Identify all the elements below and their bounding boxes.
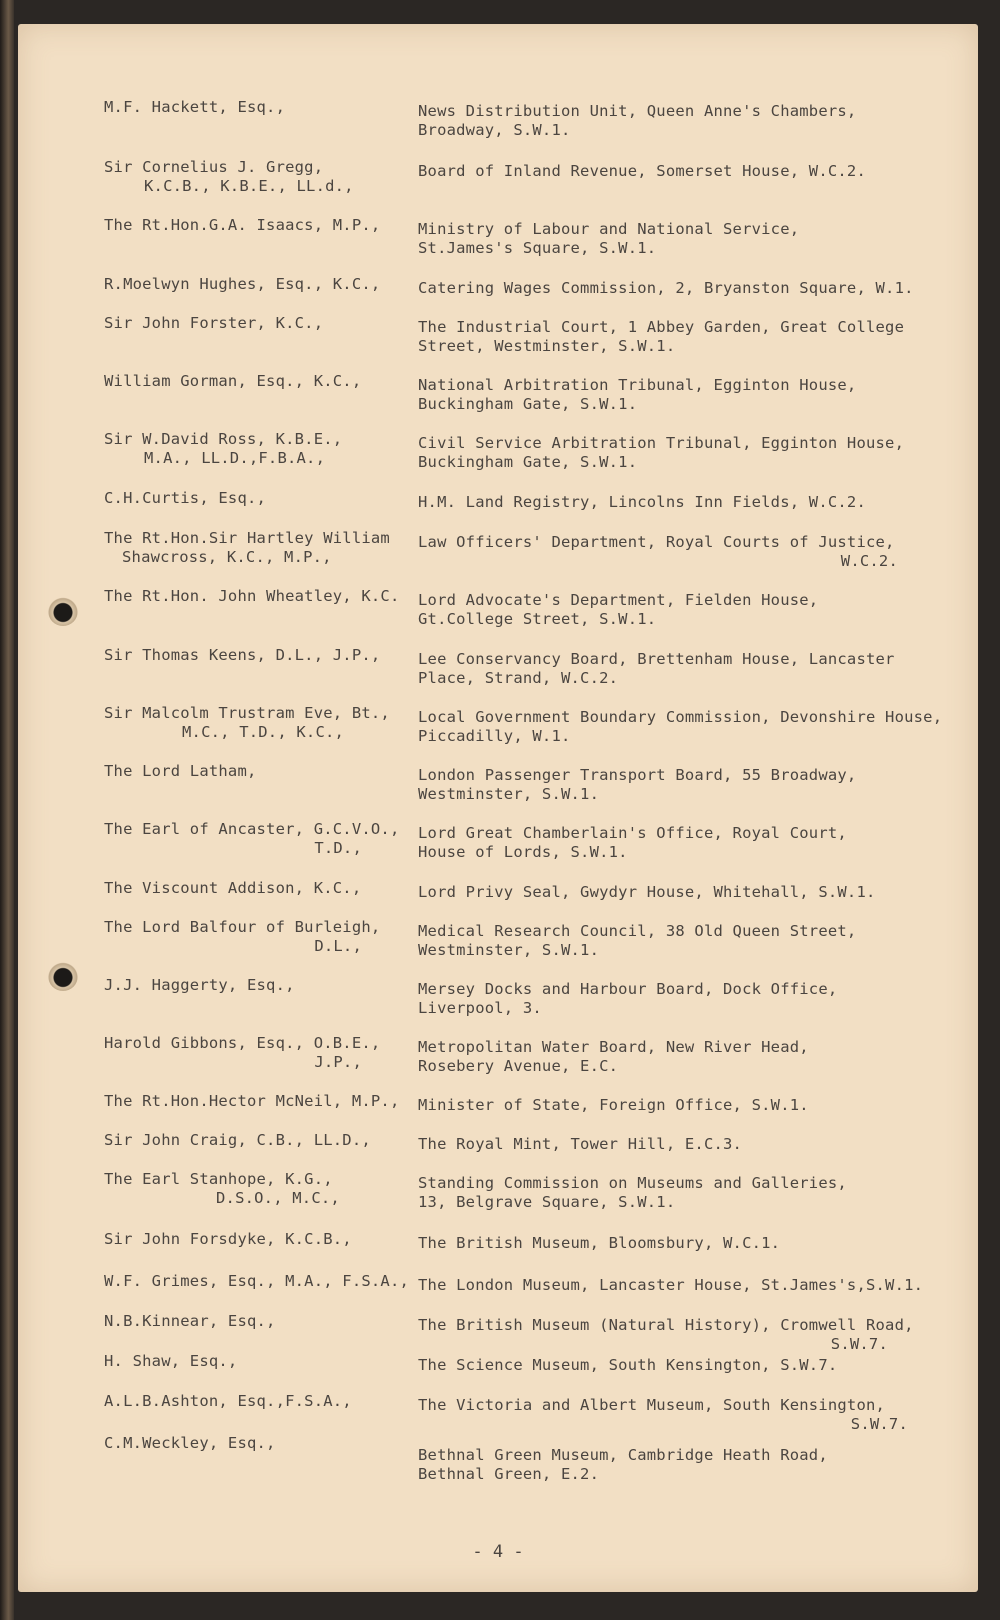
person-name: M.F. Hackett, Esq., <box>104 98 286 116</box>
office-address: Metropolitan Water Board, New River Head, Rosebery Avenue, E.C. <box>418 1038 809 1075</box>
office-address: Ministry of Labour and National Service, St.James's Square, S.W.1. <box>418 220 800 257</box>
person-name: The Rt.Hon. John Wheatley, K.C. <box>104 587 400 605</box>
person-name: C.M.Weckley, Esq., <box>104 1434 276 1452</box>
office-address: Catering Wages Commission, 2, Bryanston Square, W.1. <box>418 279 914 297</box>
person-name: William Gorman, Esq., K.C., <box>104 372 362 390</box>
office-address: National Arbitration Tribunal, Egginton House, Buckingham Gate, S.W.1. <box>418 376 857 413</box>
office-address: H.M. Land Registry, Lincolns Inn Fields, W.C.2. <box>418 493 866 511</box>
book-spine <box>0 0 14 1620</box>
person-name: Sir John Craig, C.B., LL.D., <box>104 1131 371 1149</box>
person-name: C.H.Curtis, Esq., <box>104 489 267 507</box>
person-name: Sir Cornelius J. Gregg, K.C.B., K.B.E., LL.d., <box>104 158 354 195</box>
office-address: Lord Privy Seal, Gwydyr House, Whitehall, S.W.1. <box>418 883 876 901</box>
office-address: The Victoria and Albert Museum, South Kensington, S.W.7. <box>418 1396 908 1433</box>
office-address: The Science Museum, South Kensington, S.W.7. <box>418 1356 838 1374</box>
office-address: Lord Great Chamberlain's Office, Royal Court, House of Lords, S.W.1. <box>418 824 847 861</box>
office-address: The London Museum, Lancaster House, St.James's,S.W.1. <box>418 1276 924 1294</box>
person-name: W.F. Grimes, Esq., M.A., F.S.A., <box>104 1272 410 1290</box>
office-address: News Distribution Unit, Queen Anne's Chambers, Broadway, S.W.1. <box>418 102 857 139</box>
office-address: Lee Conservancy Board, Brettenham House, Lancaster Place, Strand, W.C.2. <box>418 650 895 687</box>
person-name: Sir W.David Ross, K.B.E., M.A., LL.D.,F.B.A., <box>104 430 343 467</box>
person-name: The Rt.Hon.Hector McNeil, M.P., <box>104 1092 400 1110</box>
office-address: Minister of State, Foreign Office, S.W.1. <box>418 1096 809 1114</box>
office-address: Board of Inland Revenue, Somerset House, W.C.2. <box>418 162 866 180</box>
person-name: The Earl of Ancaster, G.C.V.O., T.D., <box>104 820 400 857</box>
person-name: H. Shaw, Esq., <box>104 1352 238 1370</box>
person-name: The Earl Stanhope, K.G., D.S.O., M.C., <box>104 1170 340 1207</box>
office-address: The Royal Mint, Tower Hill, E.C.3. <box>418 1135 743 1153</box>
person-name: N.B.Kinnear, Esq., <box>104 1312 276 1330</box>
person-name: The Rt.Hon.Sir Hartley William Shawcross, K.C., M.P., <box>104 529 390 566</box>
person-name: Harold Gibbons, Esq., O.B.E., J.P., <box>104 1034 381 1071</box>
person-name: The Lord Balfour of Burleigh, D.L., <box>104 918 381 955</box>
office-address: Standing Commission on Museums and Galleries, 13, Belgrave Square, S.W.1. <box>418 1174 847 1211</box>
office-address: Mersey Docks and Harbour Board, Dock Office, Liverpool, 3. <box>418 980 838 1017</box>
office-address: London Passenger Transport Board, 55 Broadway, Westminster, S.W.1. <box>418 766 857 803</box>
office-address: Law Officers' Department, Royal Courts of Justice, W.C.2. <box>418 533 898 570</box>
office-address: Bethnal Green Museum, Cambridge Heath Road, Bethnal Green, E.2. <box>418 1446 828 1483</box>
person-name: Sir Malcolm Trustram Eve, Bt., M.C., T.D., K.C., <box>104 704 390 741</box>
punch-hole-lower <box>48 961 78 991</box>
office-address: The Industrial Court, 1 Abbey Garden, Great College Street, Westminster, S.W.1. <box>418 318 905 355</box>
person-name: The Rt.Hon.G.A. Isaacs, M.P., <box>104 216 381 234</box>
person-name: Sir John Forster, K.C., <box>104 314 324 332</box>
page-number: - 4 - <box>472 1542 524 1562</box>
person-name: The Lord Latham, <box>104 762 257 780</box>
document-page <box>18 24 978 1592</box>
punch-hole-upper <box>48 596 78 626</box>
person-name: Sir Thomas Keens, D.L., J.P., <box>104 646 381 664</box>
person-name: The Viscount Addison, K.C., <box>104 879 362 897</box>
office-address: Lord Advocate's Department, Fielden House, Gt.College Street, S.W.1. <box>418 591 819 628</box>
person-name: A.L.B.Ashton, Esq.,F.S.A., <box>104 1392 352 1410</box>
office-address: Medical Research Council, 38 Old Queen Street, Westminster, S.W.1. <box>418 922 857 959</box>
office-address: Civil Service Arbitration Tribunal, Egginton House, Buckingham Gate, S.W.1. <box>418 434 905 471</box>
person-name: Sir John Forsdyke, K.C.B., <box>104 1230 352 1248</box>
person-name: J.J. Haggerty, Esq., <box>104 976 295 994</box>
office-address: The British Museum, Bloomsbury, W.C.1. <box>418 1234 781 1252</box>
office-address: Local Government Boundary Commission, Devonshire House, Piccadilly, W.1. <box>418 708 943 745</box>
office-address: The British Museum (Natural History), Cromwell Road, S.W.7. <box>418 1316 914 1353</box>
person-name: R.Moelwyn Hughes, Esq., K.C., <box>104 275 381 293</box>
